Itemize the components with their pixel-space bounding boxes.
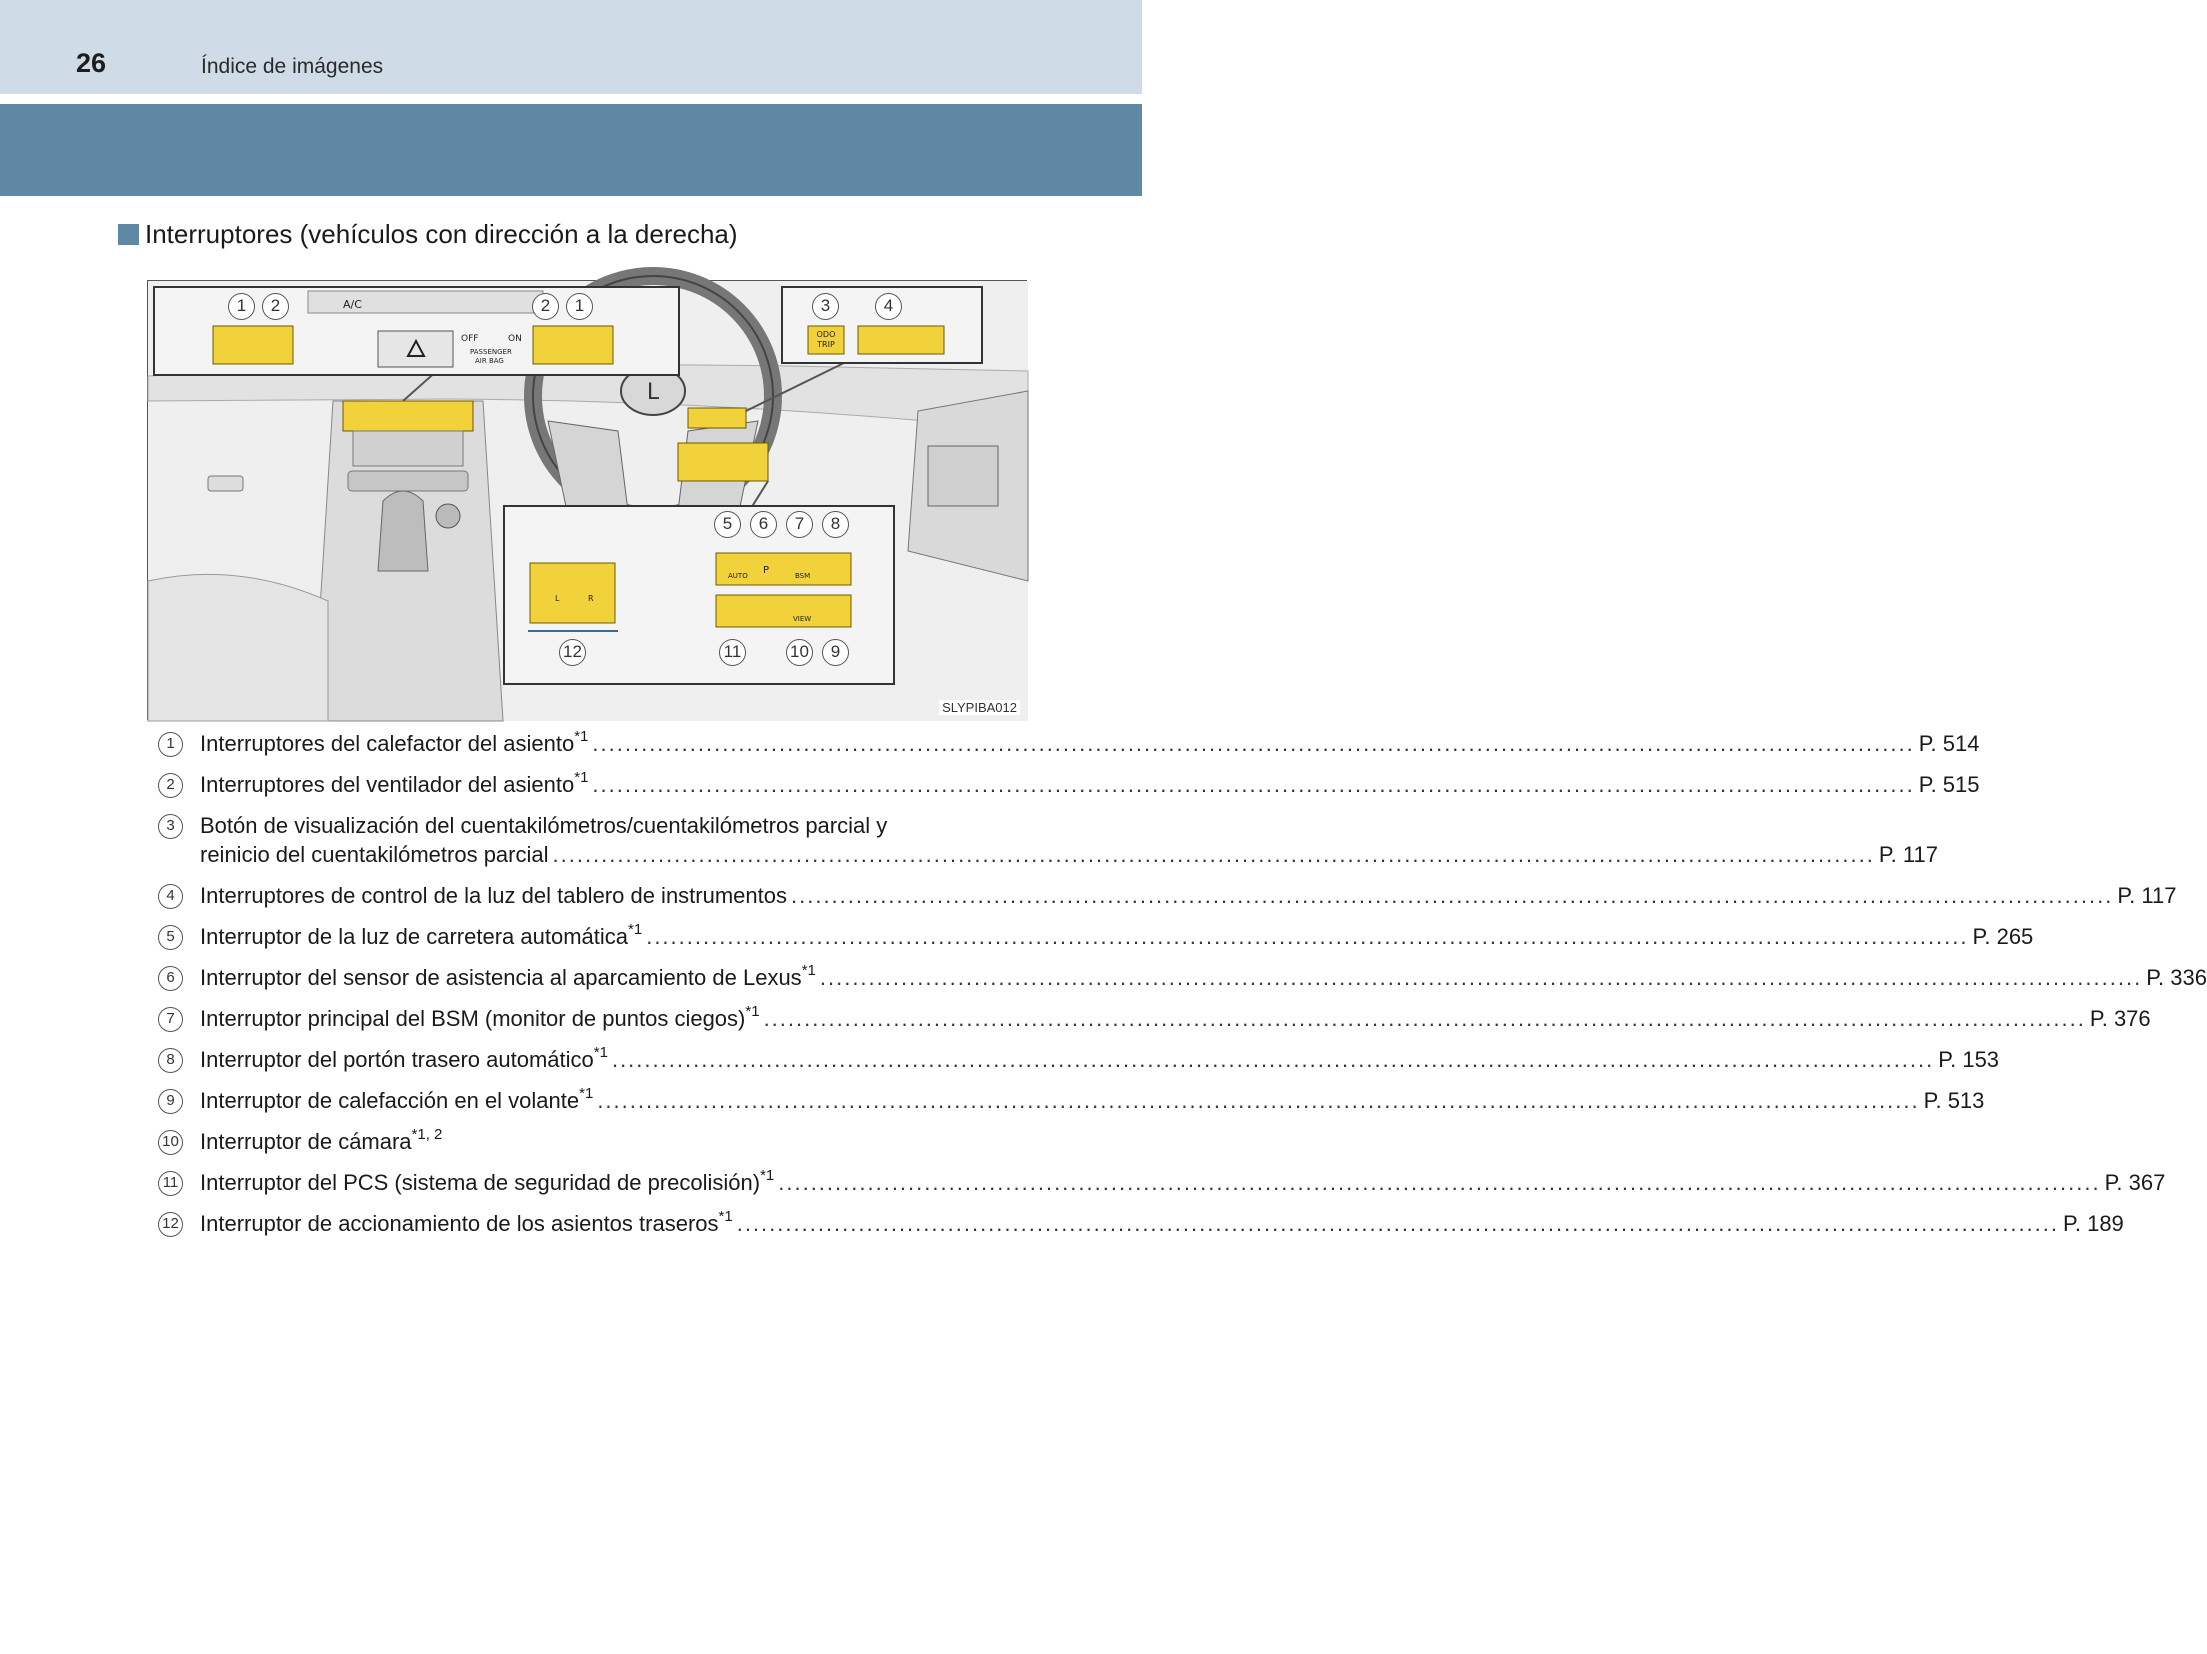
item-footnote: *1: [760, 1167, 775, 1184]
item-text: Interruptores del calefactor del asiento: [200, 731, 575, 756]
section-square-icon: [118, 224, 139, 245]
callout-6: 6: [750, 511, 777, 538]
figure-code: SLYPIBA012: [939, 700, 1020, 715]
item-number: 2: [158, 773, 183, 798]
page-number: 26: [76, 48, 107, 78]
svg-text:PASSENGER: PASSENGER: [470, 348, 512, 356]
callout-11: 11: [719, 639, 746, 666]
item-text: Interruptor principal del BSM (monitor de puntos ciegos): [200, 1006, 746, 1031]
item-footnote: *1: [593, 1044, 608, 1061]
item-footnote: *1: [628, 921, 643, 938]
svg-text:ON: ON: [508, 334, 522, 344]
item-text-continued: reinicio del cuentakilómetros parcial: [200, 842, 549, 867]
callout-4: 4: [875, 293, 902, 320]
svg-text:OFF: OFF: [461, 334, 479, 344]
page-reference-link[interactable]: P. 376: [2089, 1006, 2151, 1031]
item-text: Interruptor del portón trasero automático: [200, 1047, 594, 1072]
page-reference-link[interactable]: P. 367: [2104, 1170, 2166, 1195]
callout-2: 2: [532, 293, 559, 320]
callout-8: 8: [822, 511, 849, 538]
list-item: [158, 1044, 2000, 1074]
item-footnote: *1: [718, 1208, 733, 1225]
section-title-text: Interruptores (vehículos con dirección a la derecha): [145, 219, 738, 249]
item-footnote: *1: [579, 1085, 594, 1102]
callout-2: 2: [262, 293, 289, 320]
page-reference-link[interactable]: P. 336: [2146, 965, 2207, 990]
item-text: Interruptor de accionamiento de los asientos traseros: [200, 1211, 719, 1236]
callout-7: 7: [786, 511, 813, 538]
list-item: [158, 1208, 2124, 1238]
item-number: 8: [158, 1048, 183, 1073]
item-footnote: *1: [574, 728, 589, 745]
page-reference-link[interactable]: P. 117: [2117, 883, 2177, 908]
page-reference-link[interactable]: P. 153: [1938, 1047, 2000, 1072]
item-number: 3: [158, 814, 183, 839]
svg-text:R: R: [588, 594, 594, 603]
callout-9: 9: [822, 639, 849, 666]
page-reference-link[interactable]: P. 515: [1918, 772, 1980, 797]
page-reference-link[interactable]: P. 513: [1923, 1088, 1985, 1113]
svg-text:A/C: A/C: [343, 298, 362, 311]
item-number: 12: [158, 1212, 183, 1237]
page-reference-link[interactable]: P. 265: [1972, 924, 2034, 949]
svg-text:AIR BAG: AIR BAG: [475, 357, 504, 365]
item-footnote: *1: [574, 769, 589, 786]
decorative-band: [0, 104, 1142, 196]
dashboard-illustration: [147, 280, 1027, 720]
list-item: [158, 1127, 980, 1156]
running-title: Índice de imágenes: [201, 55, 384, 78]
svg-text:L: L: [646, 380, 660, 405]
list-item: [158, 881, 2177, 910]
svg-text:L: L: [555, 594, 560, 603]
list-item: [158, 1003, 2151, 1033]
item-number: 11: [158, 1171, 183, 1196]
item-number: 6: [158, 966, 183, 991]
section-title: [118, 219, 738, 250]
switch-index-list: [158, 728, 2207, 1250]
list-item: [158, 728, 1980, 758]
item-text: Interruptores del ventilador del asiento: [200, 772, 575, 797]
callout-5: 5: [714, 511, 741, 538]
item-number: 5: [158, 925, 183, 950]
item-text: Interruptores de control de la luz del tablero de instrumentos: [200, 883, 787, 908]
item-footnote: *1: [801, 962, 816, 979]
callout-1: 1: [228, 293, 255, 320]
item-text: Interruptor del PCS (sistema de seguridad de precolisión): [200, 1170, 761, 1195]
svg-text:P: P: [763, 565, 770, 576]
item-number: 10: [158, 1130, 183, 1155]
list-item: [158, 921, 2034, 951]
page-reference-link[interactable]: P. 117: [1878, 842, 1938, 867]
list-item: [158, 1085, 1985, 1115]
list-item: [158, 769, 1980, 799]
list-item: [158, 962, 2207, 992]
list-item: [158, 1167, 2166, 1197]
page-reference-link[interactable]: P. 189: [2063, 1211, 2124, 1236]
svg-text:BSM: BSM: [795, 572, 811, 580]
svg-text:ODO: ODO: [816, 330, 836, 339]
item-text: Interruptor del sensor de asistencia al aparcamiento de Lexus: [200, 965, 802, 990]
callout-1: 1: [566, 293, 593, 320]
item-text: Interruptor de la luz de carretera automática: [200, 924, 629, 949]
header-band: [0, 0, 1142, 94]
callout-3: 3: [812, 293, 839, 320]
item-number: 7: [158, 1007, 183, 1032]
list-item: [158, 811, 1938, 869]
callout-12: 12: [559, 639, 586, 666]
item-text: Botón de visualización del cuentakilómetros/cuentakilómetros parcial y: [200, 813, 888, 838]
svg-text:VIEW: VIEW: [793, 615, 812, 623]
dashboard-drawing: [148, 281, 1028, 721]
page-reference-link[interactable]: P. 514: [1918, 731, 1980, 756]
item-number: 4: [158, 884, 183, 909]
svg-text:AUTO: AUTO: [728, 572, 748, 580]
item-footnote: *1, 2: [411, 1126, 443, 1143]
item-number: 1: [158, 732, 183, 757]
item-text: Interruptor de cámara: [200, 1129, 412, 1154]
item-number: 9: [158, 1089, 183, 1114]
item-footnote: *1: [745, 1003, 760, 1020]
svg-text:TRIP: TRIP: [817, 340, 835, 349]
item-text: Interruptor de calefacción en el volante: [200, 1088, 580, 1113]
callout-10: 10: [786, 639, 813, 666]
